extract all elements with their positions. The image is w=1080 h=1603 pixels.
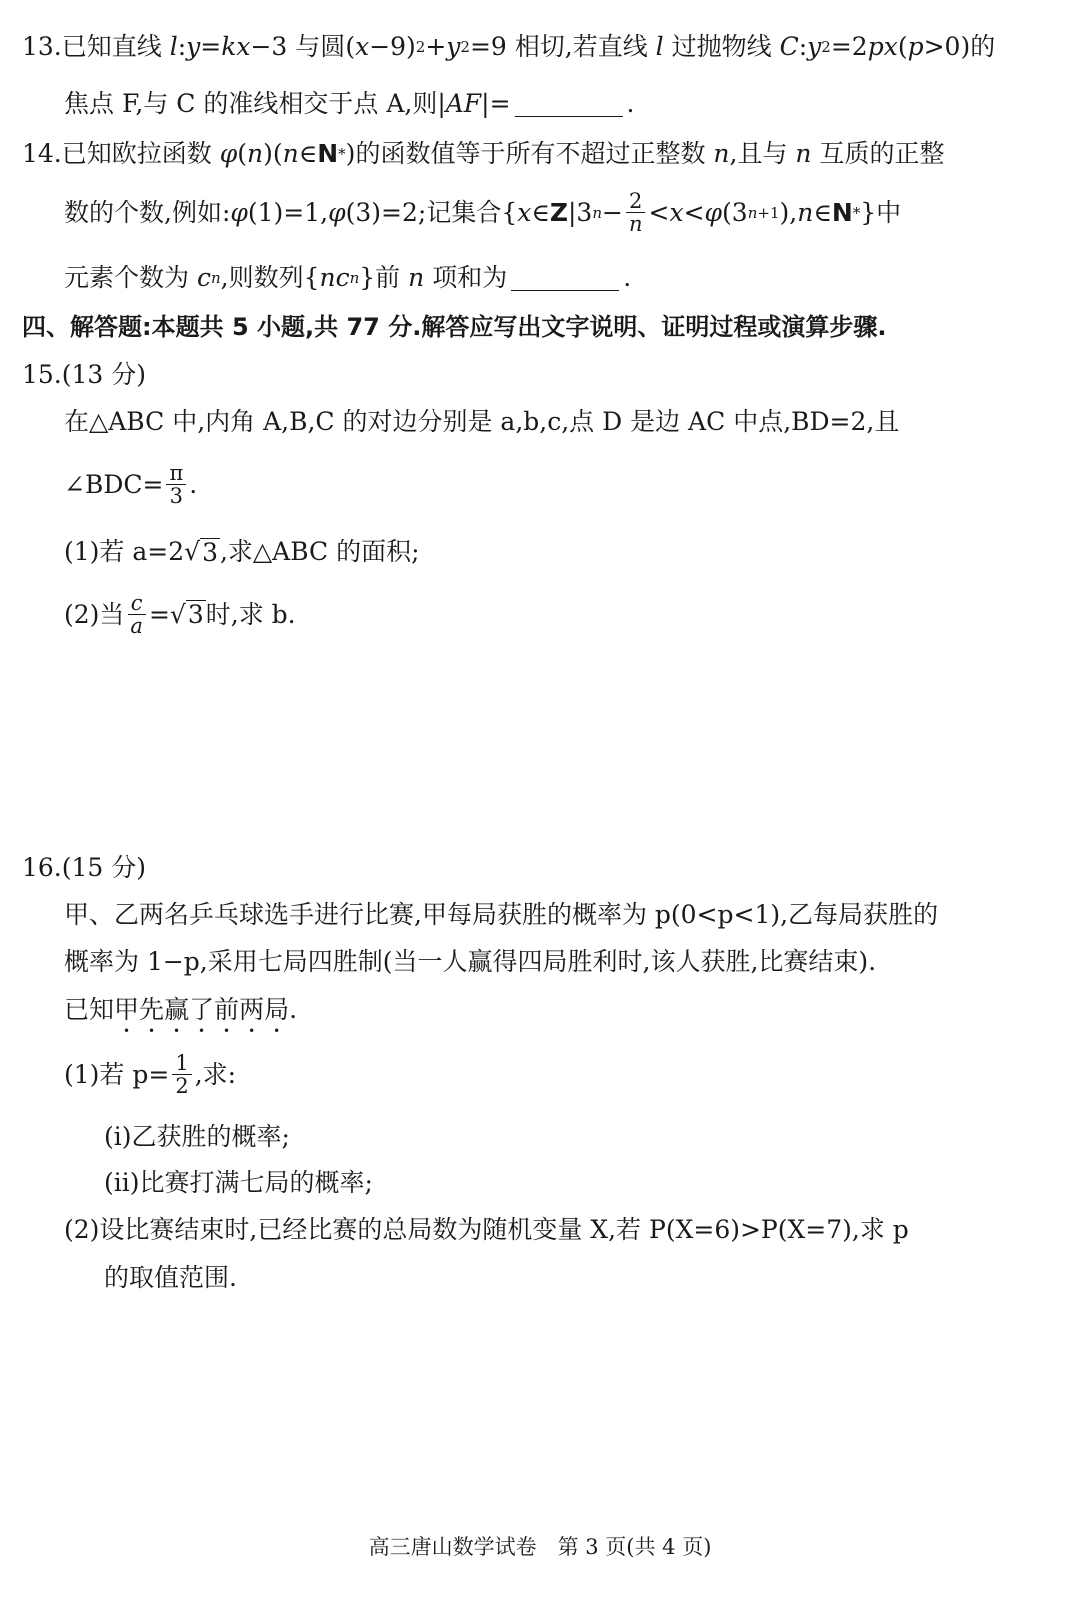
fraction: $\frac{\pi}{3}$ <box>166 462 186 507</box>
q14-text: 14.已知欧拉函数 <box>22 139 212 168</box>
q16-part1-ii: (ii)比赛打满七局的概率; <box>104 1168 373 1197</box>
q14-text: 的函数值等于所有不超过正整数 <box>355 139 706 168</box>
q13-text: 的 <box>970 32 996 61</box>
answer-blank[interactable] <box>511 289 619 291</box>
page-footer: 高三唐山数学试卷 第 3 页(共 4 页) <box>368 1535 712 1559</box>
fraction: $\frac{c}{a}$ <box>127 592 146 637</box>
q13-line1: 13.已知直线 l : y = kx −3 与圆 ( x −9) 2 + y 2 =9 相切,若直线 l 过抛物线 C : y 2 =2 px ( p >0) 的 <box>22 32 996 61</box>
q13-text: 相切,若直线 <box>514 32 648 61</box>
emphasis-char: 两 • <box>239 995 264 1025</box>
q13-text: 13.已知直线 <box>22 32 162 61</box>
q13-text: 与圆 <box>295 32 346 61</box>
emphasis-char: 先 • <box>139 995 164 1025</box>
q13-text: 焦点 F,与 C 的准线相交于点 A,则| <box>64 89 446 118</box>
emphasis-char: 了 • <box>189 995 214 1025</box>
q14-text: 数的个数,例如: <box>64 197 231 227</box>
fraction: $\frac{2}{n}$ <box>626 190 646 235</box>
q13-text: 过抛物线 <box>671 32 772 61</box>
q16-part1: (1)若 p= $\frac{1}{2}$ ,求: <box>64 1051 237 1099</box>
q16-line3: 已 知 甲 • 先 • 赢 • 了 • 前 • 两 • 局 • . <box>64 995 297 1025</box>
q13-line2: 焦点 F,与 C 的准线相交于点 A,则| AF |= . <box>64 89 635 118</box>
q14-line3: 元素个数为 c n ,则数列{ nc n }前 n 项和为 . <box>64 263 632 292</box>
q16-part2-line1: (2)设比赛结束时,已经比赛的总局数为随机变量 X,若 P(X=6)>P(X=7),求 p <box>64 1215 909 1244</box>
q16-header: 16.(15 分) <box>22 853 147 882</box>
emphasis-char: 甲 • <box>114 995 139 1025</box>
q14-text: 项和为 <box>432 263 508 292</box>
sqrt: √ 3 <box>169 599 204 630</box>
q14-text: 互质的正整 <box>819 139 945 168</box>
sqrt: √ 3 <box>184 537 218 567</box>
q14-text: ,则数列{ <box>220 263 320 292</box>
q14-text: ,且与 <box>729 139 788 168</box>
q15-line1: 在△ABC 中,内角 A,B,C 的对边分别是 a,b,c,点 D 是边 AC 中点,BD=2,且 <box>64 407 900 436</box>
q15-header: 15.(13 分) <box>22 360 147 389</box>
q15-line2: ∠BDC= $\frac{\pi}{3}$ . <box>64 461 198 509</box>
fraction: $\frac{1}{2}$ <box>172 1052 191 1097</box>
q15-part2: (2)当 $\frac{c}{a}$ = √ 3 时,求 b. <box>64 591 296 639</box>
answer-blank[interactable] <box>515 115 623 117</box>
q14-line1: 14.已知欧拉函数 φ ( n )( n ∈ N * ) 的函数值等于所有不超过正整数 n ,且与 n 互质的正整 <box>22 139 945 168</box>
q14-text: ;记集合{ <box>417 197 518 227</box>
q16-line2: 概率为 1−p,采用七局四胜制(当一人赢得四局胜利时,该人获胜,比赛结束). <box>64 947 877 976</box>
q14-text: 元素个数为 <box>64 263 190 292</box>
section-heading: 四、解答题:本题共 5 小题,共 77 分.解答应写出文字说明、证明过程或演算步骤. <box>22 313 887 341</box>
emphasis-char: 局 • <box>264 995 289 1025</box>
q14-line2: 数的个数,例如: φ (1)=1, φ (3)=2 ;记集合{ x ∈ Z |3 n − $\frac{2}{n}$ < x < φ (3 n+1 ), n ∈ N * }中 <box>64 189 902 237</box>
emphasis-char: 赢 • <box>164 995 189 1025</box>
q13-text: |= <box>481 89 511 118</box>
q14-text: }中 <box>860 197 902 227</box>
q15-part1: (1)若 a=2 √ 3 ,求△ABC 的面积; <box>64 537 420 567</box>
q16-line1: 甲、乙两名乒乓球选手进行比赛,甲每局获胜的概率为 p(0<p<1),乙每局获胜的 <box>64 900 939 929</box>
q14-text: }前 <box>359 263 401 292</box>
q16-part1-i: (i)乙获胜的概率; <box>104 1122 290 1151</box>
q16-part2-line2: 的取值范围. <box>104 1263 237 1292</box>
emphasis-char: 前 • <box>214 995 239 1025</box>
